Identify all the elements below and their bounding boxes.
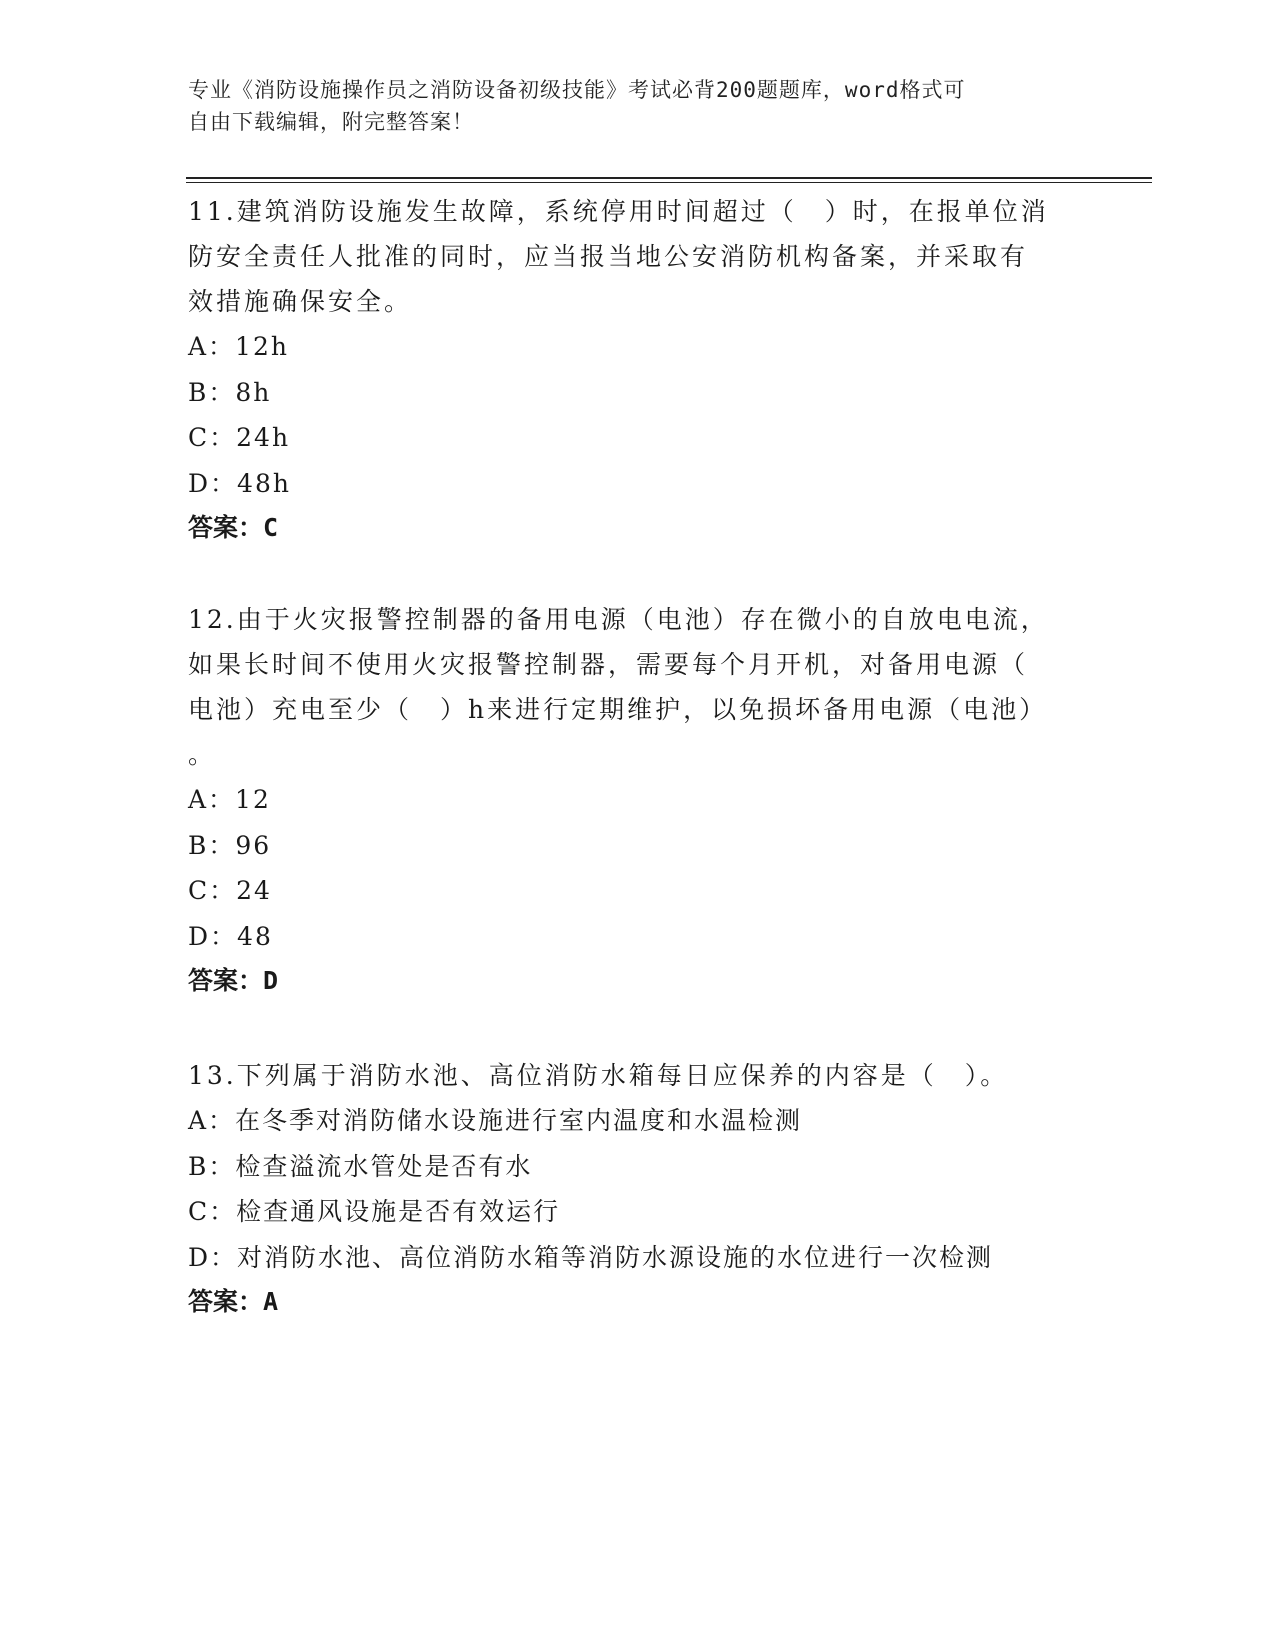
option-d: D：48 xyxy=(188,921,273,951)
header-line-1: 专业《消防设施操作员之消防设备初级技能》考试必背200题题库，word格式可 xyxy=(188,78,966,102)
option-c: C：24 xyxy=(188,876,272,905)
option-b: B：8h xyxy=(188,377,272,407)
question-text-line: 11.建筑消防设施发生故障，系统停用时间超过（ ）时，在报单位消 xyxy=(188,197,1049,226)
question-13 xyxy=(188,1053,1088,1324)
option-a: A：12h xyxy=(188,332,289,361)
option-d: D：对消防水池、高位消防水箱等消防水源设施的水位进行一次检测 xyxy=(188,1242,994,1272)
question-text-line: 防安全责任人批准的同时，应当报当地公安消防机构备案，并采取有 xyxy=(188,242,1029,271)
option-a: A：在冬季对消防储水设施进行室内温度和水温检测 xyxy=(188,1106,803,1135)
document-header xyxy=(188,74,1088,138)
question-11 xyxy=(188,189,1088,550)
option-a: A：12 xyxy=(188,785,271,814)
option-c: C：检查通风设施是否有效运行 xyxy=(188,1197,561,1226)
question-text-line: 效措施确保安全。 xyxy=(188,287,413,316)
question-text-line: 12.由于火灾报警控制器的备用电源（电池）存在微小的自放电电流， xyxy=(188,605,1049,634)
option-b: B：96 xyxy=(188,830,272,860)
question-text-line: 电池）充电至少（ ）h来进行定期维护，以免损坏备用电源（电池） xyxy=(188,695,1048,724)
question-text-line: 。 xyxy=(188,740,217,769)
question-12 xyxy=(188,597,1088,1003)
header-divider-thick xyxy=(186,177,1152,179)
answer-line: 答案：A xyxy=(188,1287,279,1316)
header-divider-thin xyxy=(186,182,1152,183)
option-b: B：检查溢流水管处是否有水 xyxy=(188,1151,533,1181)
answer-line: 答案：C xyxy=(188,513,279,542)
question-text-line: 13.下列属于消防水池、高位消防水箱每日应保养的内容是（ ）。 xyxy=(188,1061,1009,1090)
option-c: C：24h xyxy=(188,423,291,452)
header-line-2: 自由下载编辑，附完整答案！ xyxy=(188,110,474,134)
answer-line: 答案：D xyxy=(188,966,279,995)
option-d: D：48h xyxy=(188,468,291,498)
question-text-line: 如果长时间不使用火灾报警控制器，需要每个月开机，对备用电源（ xyxy=(188,650,1029,679)
